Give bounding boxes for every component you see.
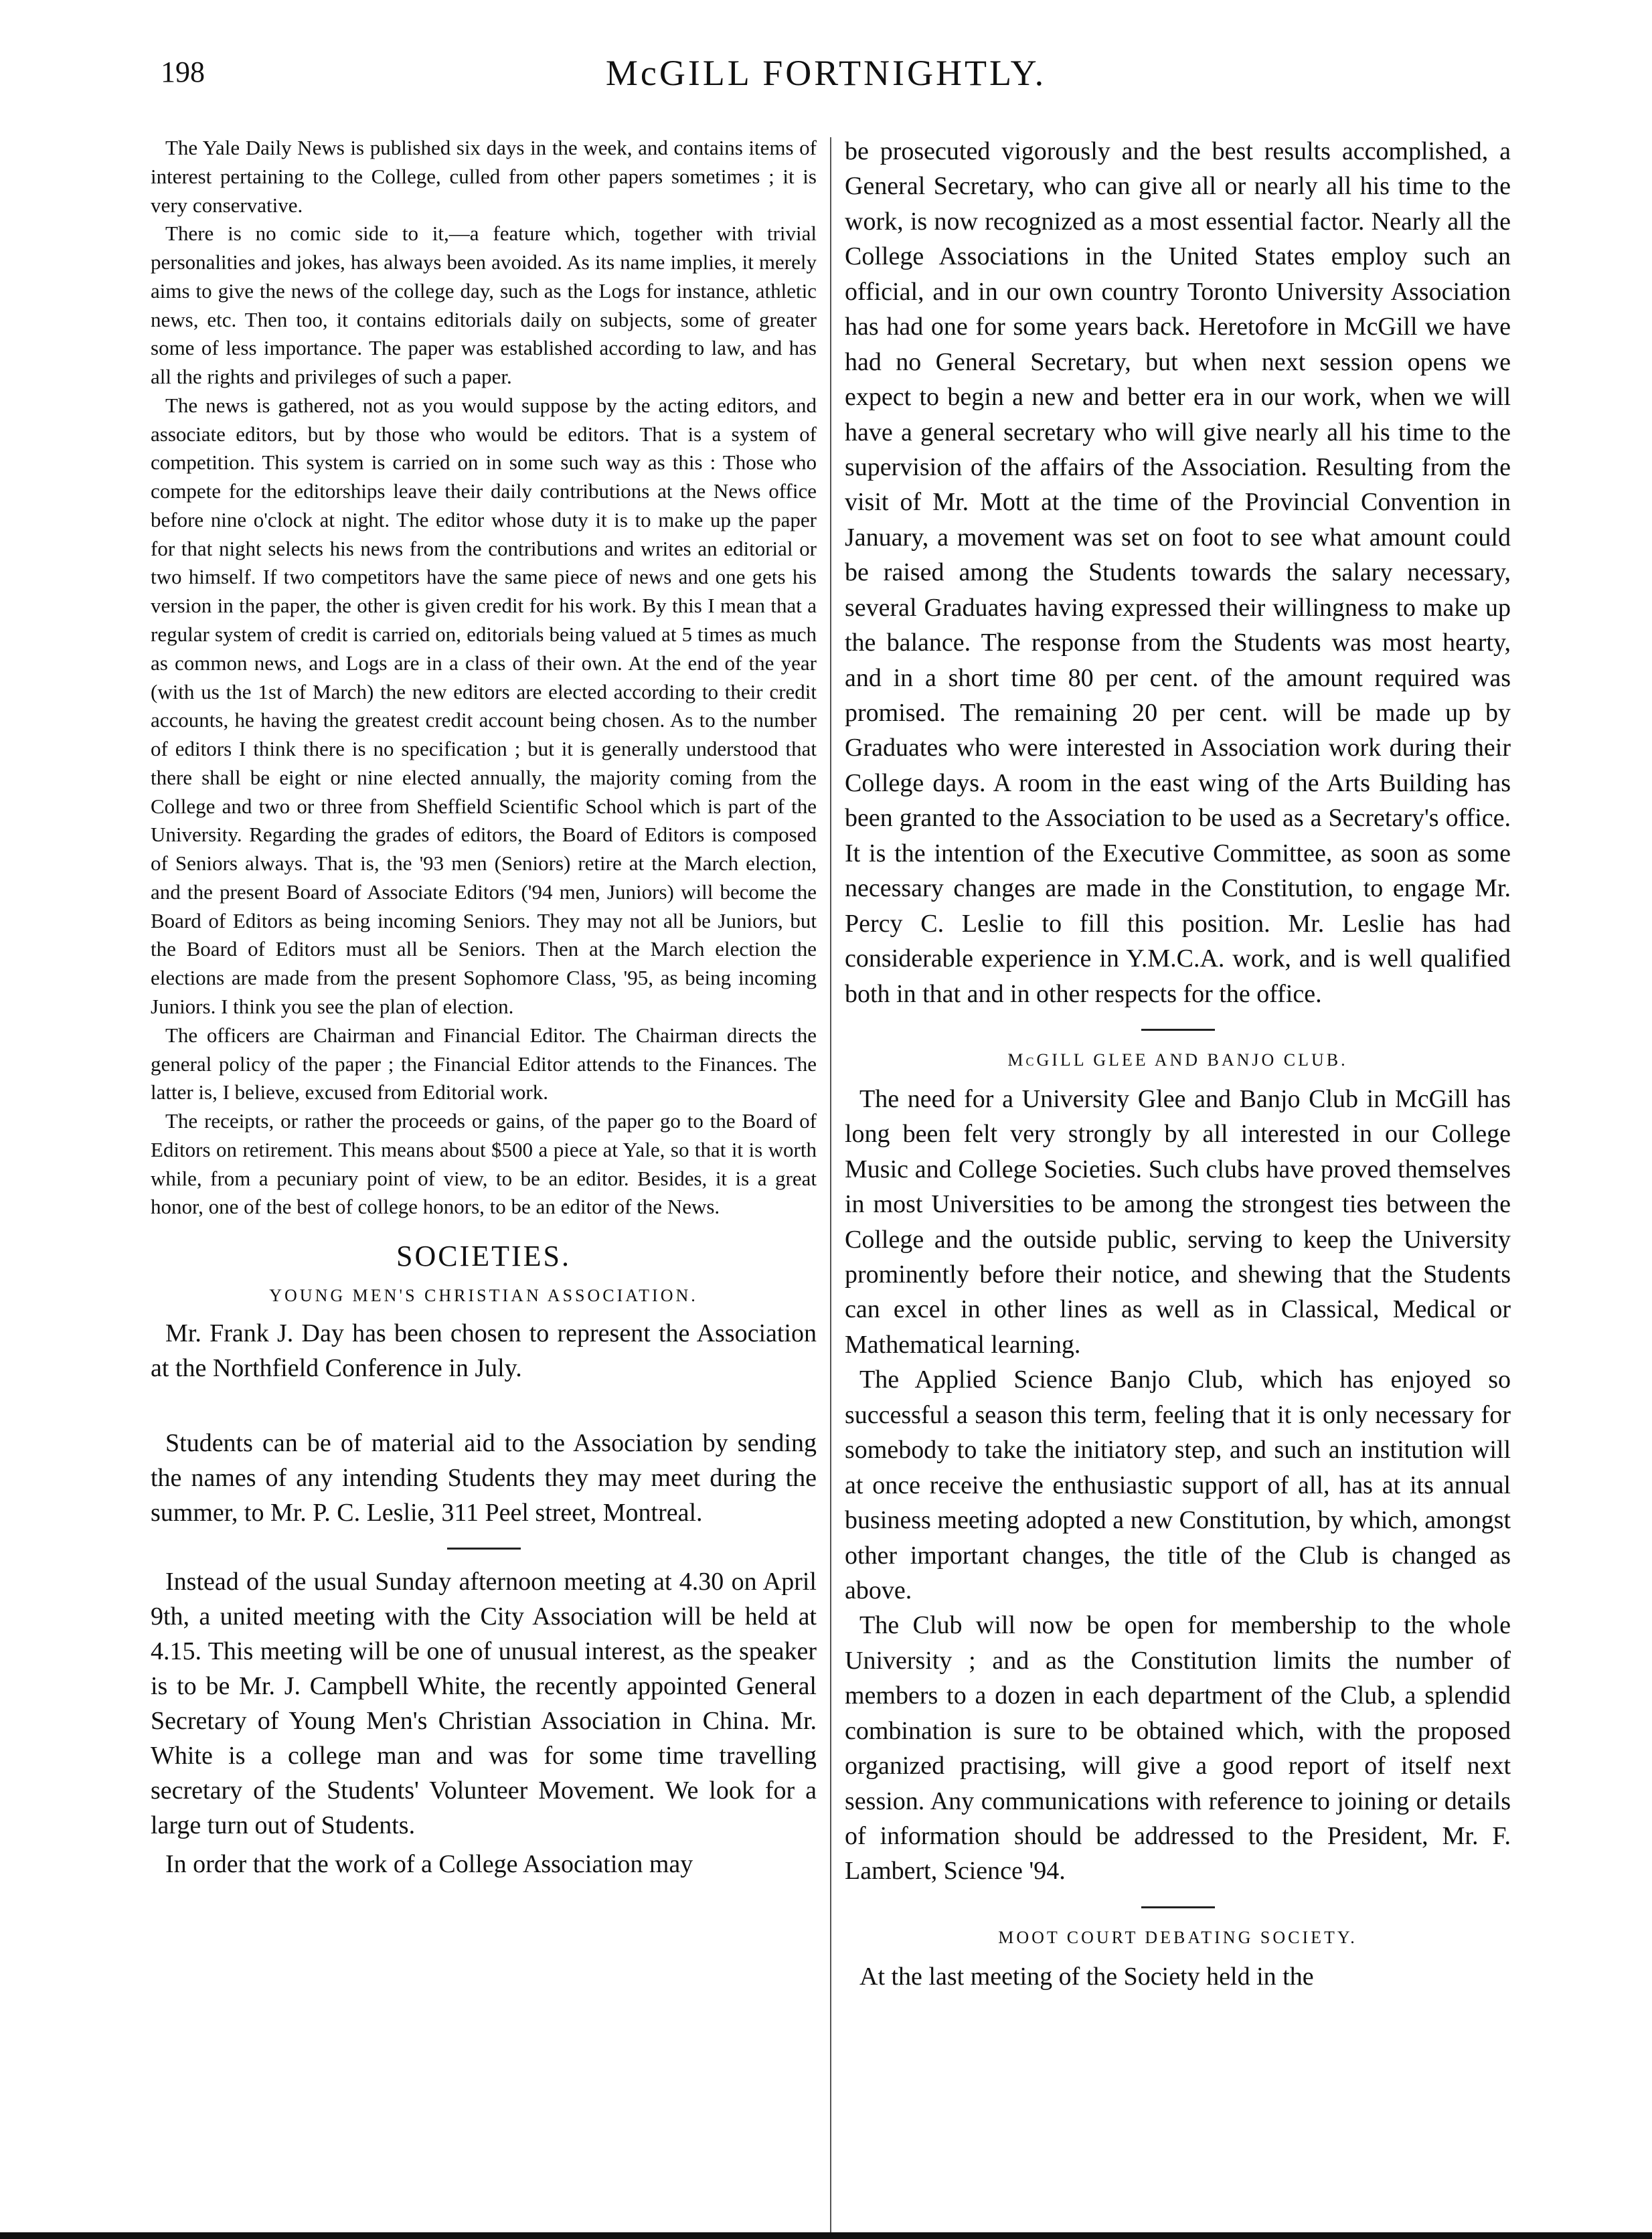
section-rule: [1141, 1029, 1215, 1031]
ymca-continued-paragraph: be prosecuted vigorously and the best results accomplished, a General Secretary, who can give all or nearly all his time to the work, is now recognized as a most essential factor. Nearly all the College Associations in the United States employ such an official, and in our own country Toronto University Association has had one for some years back. Heretofore in McGill we have had no General Secretary, but when next session opens we expect to begin a new and better era in our work, when we will have a general secretary who will give nearly all his time to the supervision of the affairs of the Association. Resulting from the visit of Mr. Mott at the time of the Provincial Convention in January, a movement was set on foot to see what amount could be raised among the Students towards the salary necessary, several Graduates having expressed their willingness to make up the balance. The response from the Students was most hearty, and in a short time 80 per cent. of the amount required was promised. The remaining 20 per cent. will be made up by Graduates who were interested in Association work during their College days. A room in the east wing of the Arts Building has been granted to the Association to be used as a Secretary's office. It is the intention of the Executive Committee, as soon as some necessary changes are made in the Constitution, to engage Mr. Percy C. Leslie to fill this position. Mr. Leslie has had considerable experience in Y.M.C.A. work, and is well qualified both in that and in other respects for the office.: [845, 137, 1511, 1008]
ymca-meeting-paragraph: Instead of the usual Sunday afternoon meeting at 4.30 on April 9th, a united meeting with the City Association will be held at 4.15. This meeting will be one of unusual interest, as the speaker is to be Mr. J. Campbell White, the recently appointed General Secretary of Young Men's Christian Association in China. Mr. White is a college man and was for some time travelling secretary of the Students' Volunteer Movement. We look for a large turn out of Students.: [151, 1567, 817, 1840]
right-column: [845, 134, 1511, 1994]
page-header: [0, 0, 1652, 107]
ymca-day-paragraph: Mr. Frank J. Day has been chosen to represent the Association at the Northfield Conference in July.: [151, 1319, 817, 1382]
ymca-order-paragraph: In order that the work of a College Association may: [165, 1850, 693, 1879]
yale-paragraph-5: The receipts, or rather the proceeds or gains, of the paper go to the Board of Editors on retirement. This means about $500 a piece at Yale, so that it is worth while, from a pecuniary point of view, to be an editor. Besides, it is a great honor, one of the best of college honors, to be an editor of the News.: [151, 1109, 817, 1219]
left-column: [151, 134, 817, 1882]
glee-paragraph-1: The need for a University Glee and Banjo Club in McGill has long been felt very strongly by all interested in our College Music and College Societies. Such clubs have proved themselves in most Universities to be among the strongest ties between the College and the outside public, serving to keep the University prominently before their notice, and shewing that the Students can excel in other lines as well as in Classical, Medical or Mathematical learning.: [845, 1084, 1511, 1359]
yale-paragraph-3: The news is gathered, not as you would suppose by the acting editors, and associate editors, but by those who would be editors. That is a system of competition. This system is carried on in some such way as this : Those who compete for the editorships leave their daily contributions at the News office before nine o'clock at night. The editor whose duty it is to make up the paper for that night selects his news from the contributions and writes an editorial or two himself. If two competitors have the same piece of news and one gets his version in the paper, the other is given credit for his work. By this I mean that a regular system of credit is carried on, editorials being valued at 5 times as much as common news, and Logs are in a class of their own. At the end of the year (with us the 1st of March) the new editors are elected according to their credit accounts, he having the greatest credit account being chosen. As to the number of editors I think there is no specification ; but it is generally understood that there shall be eight or nine elected annually, the majority coming from the College and two or three from Sheffield Scientific School which is part of the University. Regarding the grades of editors, the Board of Editors is composed of Seniors always. That is, the '93 men (Seniors) retire at the March election, and the present Board of Associate Editors ('94 men, Juniors) will become the Board of Editors as being incoming Seniors. They may not all be Juniors, but the Board of Editors must all be Seniors. Then at the March election the elections are made from the present Sophomore Class, '95, as being incoming Juniors. I think you see the plan of election.: [151, 393, 817, 1018]
glee-club-heading: McGILL GLEE AND BANJO CLUB.: [1007, 1050, 1348, 1070]
moot-paragraph: At the last meeting of the Society held in the: [859, 1962, 1314, 1991]
moot-court-heading: MOOT COURT DEBATING SOCIETY.: [998, 1927, 1357, 1947]
ymca-heading: YOUNG MEN'S CHRISTIAN ASSOCIATION.: [269, 1285, 698, 1305]
scan-bottom-edge: [0, 2232, 1652, 2239]
ymca-students-paragraph: Students can be of material aid to the Association by sending the names of any intending Students they may meet during the summer, to Mr. P. C. Leslie, 311 Peel street, Montreal.: [151, 1428, 817, 1527]
spacer: [151, 1386, 817, 1422]
yale-paragraph-4: The officers are Chairman and Financial Editor. The Chairman directs the general policy of the paper ; the Financial Editor attends to the Finances. The latter is, I believe, excused from Editorial work.: [151, 1023, 817, 1104]
section-rule: [447, 1548, 521, 1550]
societies-heading: SOCIETIES.: [396, 1240, 571, 1273]
yale-paragraph-1: The Yale Daily News is published six days in the week, and contains items of interest pertaining to the College, culled from other papers sometimes ; it is very conservative.: [151, 136, 817, 217]
glee-paragraph-3: The Club will now be open for membership to the whole University ; and as the Constitution limits the number of members to a dozen in each department of the Club, a splendid combination is sure to be obtained which, with the proposed organized practising, will give a good report of itself next session. Any communications with reference to joining or details of information should be addressed to the President, Mr. F. Lambert, Science '94.: [845, 1611, 1511, 1886]
column-divider: [830, 137, 831, 2232]
page-number: 198: [161, 56, 205, 88]
section-rule: [1141, 1906, 1215, 1908]
running-title: McGILL FORTNIGHTLY.: [605, 53, 1047, 93]
yale-paragraph-2: There is no comic side to it,—a feature which, together with trivial personalities and jokes, has always been avoided. As its name implies, it merely aims to give the news of the college day, such as the Logs for instance, athletic news, etc. Then too, it contains editorials daily on subjects, some of greater some of less importance. The paper was established according to law, and has all the rights and privileges of such a paper.: [151, 222, 817, 389]
glee-paragraph-2: The Applied Science Banjo Club, which has enjoyed so successful a season this term, feeling that it is only necessary for somebody to take the initiatory step, and such an institution will at once receive the enthusiastic support of all, has at its annual business meeting adopted a new Constitution, by which, amongst other important changes, the title of the Club is changed as above.: [845, 1365, 1511, 1604]
